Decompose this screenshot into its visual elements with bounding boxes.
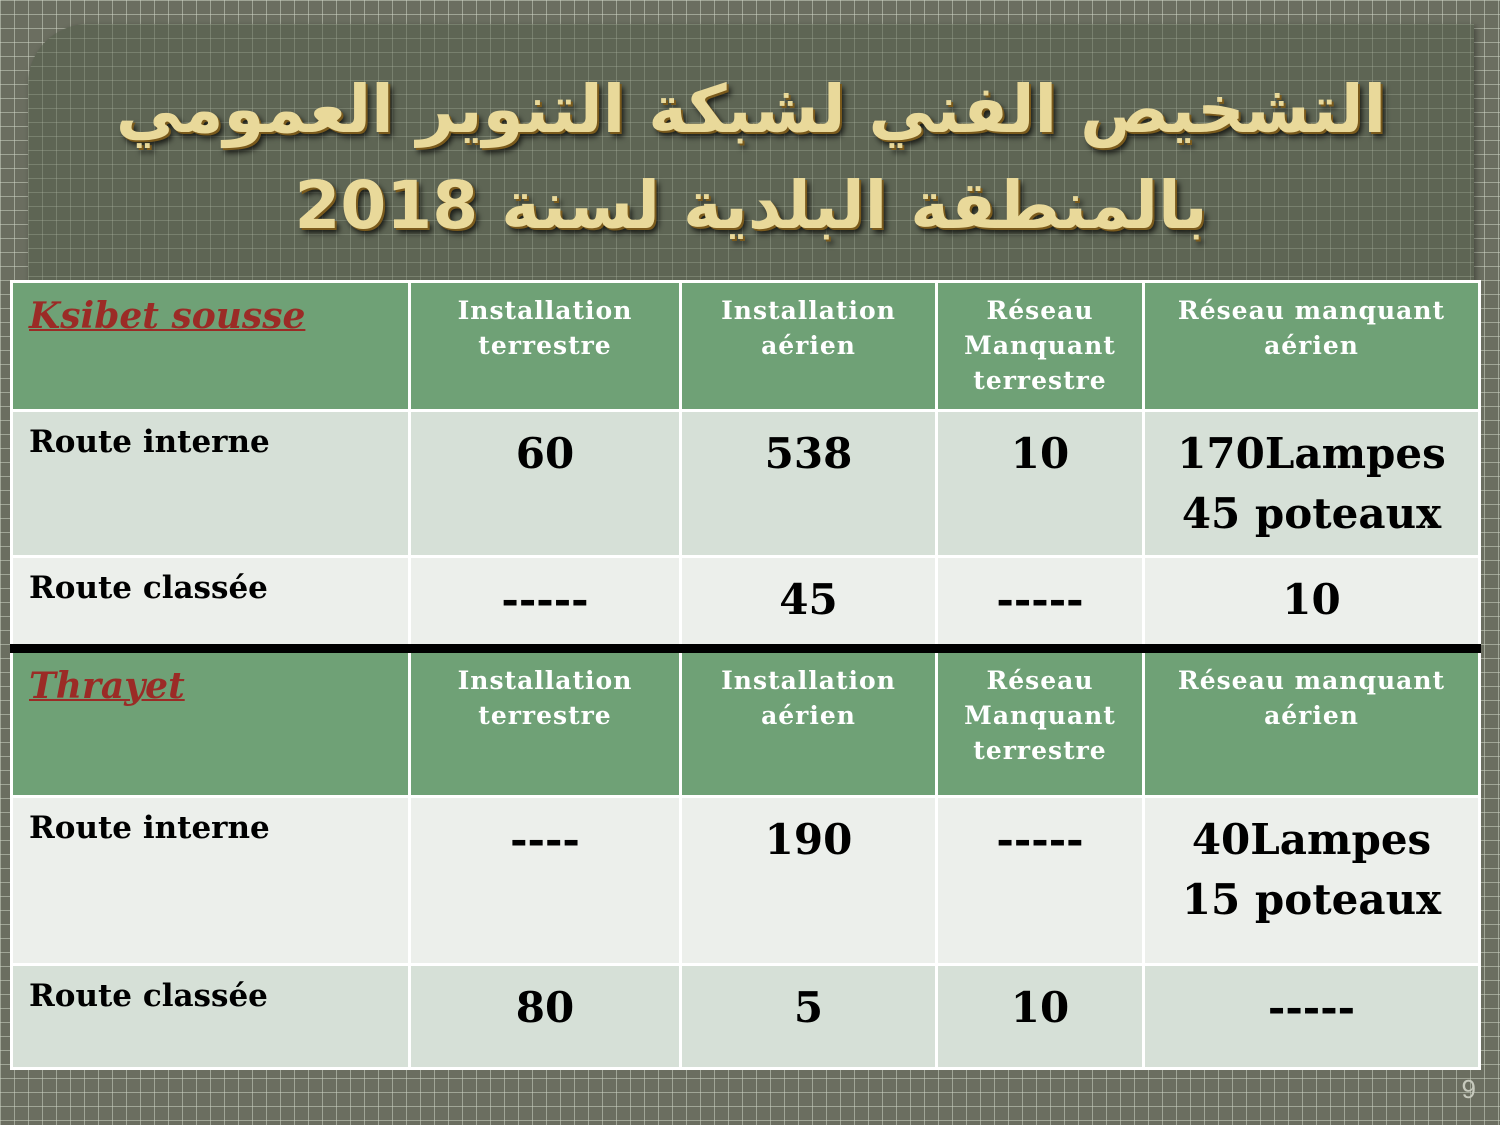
table-cell: 10 <box>937 411 1144 557</box>
table-cell: 10 <box>937 965 1144 1069</box>
column-header: Réseau manquant aérien <box>1144 282 1480 411</box>
table-cell: 5 <box>681 965 937 1069</box>
page-number: 9 <box>1461 1074 1476 1104</box>
column-header: Installation aérien <box>681 649 937 797</box>
slide-title <box>28 62 1474 254</box>
table-row <box>12 411 1480 557</box>
title-line-2: بالمنطقة البلدية لسنة 2018 <box>294 167 1208 244</box>
table-cell: 80 <box>410 965 681 1069</box>
table-cell: 60 <box>410 411 681 557</box>
region-header-cell <box>12 282 410 411</box>
table-cell: 538 <box>681 411 937 557</box>
column-header: Réseau Manquant terrestre <box>937 649 1144 797</box>
table-cell: ----- <box>1144 965 1480 1069</box>
column-header: Réseau manquant aérien <box>1144 649 1480 797</box>
table-header-row <box>12 282 1480 411</box>
table-row <box>12 557 1480 649</box>
table-cell: ----- <box>410 557 681 649</box>
row-label: Route classée <box>12 965 410 1069</box>
lighting-table <box>10 280 1481 1070</box>
table-row <box>12 965 1480 1069</box>
row-label: Route interne <box>12 411 410 557</box>
column-header: Installation terrestre <box>410 282 681 411</box>
column-header: Installation aérien <box>681 282 937 411</box>
table-row <box>12 797 1480 965</box>
region-name: Thrayet <box>29 665 185 707</box>
region-name: Ksibet sousse <box>29 295 306 337</box>
table-cell: ----- <box>937 557 1144 649</box>
table-cell: ---- <box>410 797 681 965</box>
column-header: Installation terrestre <box>410 649 681 797</box>
row-label: Route classée <box>12 557 410 649</box>
table-cell: 10 <box>1144 557 1480 649</box>
row-label: Route interne <box>12 797 410 965</box>
region-header-cell <box>12 649 410 797</box>
table-cell: 190 <box>681 797 937 965</box>
column-header: Réseau Manquant terrestre <box>937 282 1144 411</box>
title-line-1: التشخيص الفني لشبكة التنوير العمومي <box>115 71 1387 148</box>
table-cell: 45 <box>681 557 937 649</box>
table-cell: 170Lampes 45 poteaux <box>1144 411 1480 557</box>
table-cell: 40Lampes 15 poteaux <box>1144 797 1480 965</box>
table-header-row <box>12 649 1480 797</box>
table-cell: ----- <box>937 797 1144 965</box>
